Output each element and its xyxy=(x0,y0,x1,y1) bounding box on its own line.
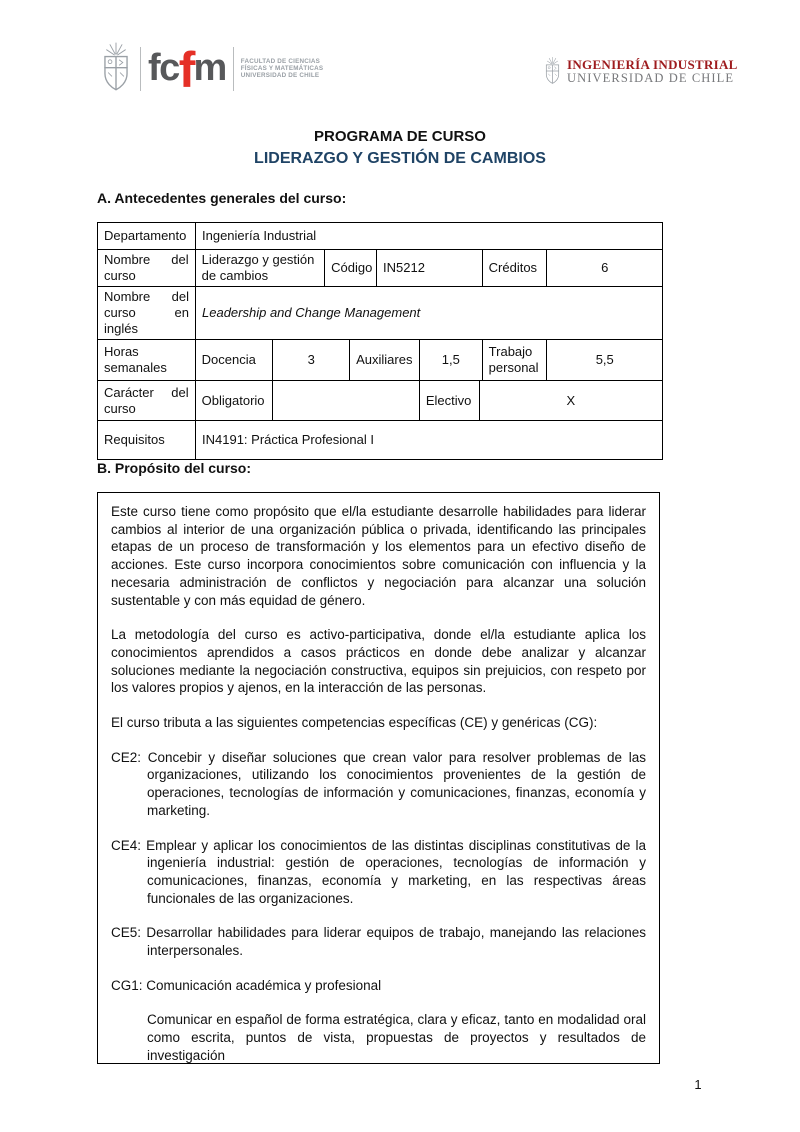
course-info-table xyxy=(97,222,663,460)
codigo-value-cell xyxy=(377,250,483,286)
trabajo-personal-value-cell xyxy=(547,340,662,380)
competency-code: CE4: xyxy=(111,837,142,853)
section-a-heading: A. Antecedentes generales del curso: xyxy=(97,190,347,206)
fcfm-letters-post: m xyxy=(193,46,226,89)
cell-text: IN5212 xyxy=(383,260,425,275)
creditos-label-cell xyxy=(483,250,548,286)
fcfm-letter-red: f xyxy=(178,41,194,98)
table-row xyxy=(98,250,662,287)
dept-logo-line2: UNIVERSIDAD DE CHILE xyxy=(567,71,735,85)
requisitos-label-cell xyxy=(98,421,196,459)
cell-text: Docencia xyxy=(201,352,256,367)
fcfm-letters-pre: fc xyxy=(148,46,179,89)
cell-text: IN4191: Práctica Profesional I xyxy=(202,432,374,447)
requisitos-value-cell xyxy=(196,421,662,459)
departamento-label-cell xyxy=(98,223,196,249)
fcfm-logo-caption xyxy=(241,58,324,79)
cell-text: Departamento xyxy=(104,228,187,243)
ingenieria-industrial-logo xyxy=(543,56,738,87)
competency-code: CE2: xyxy=(111,749,142,765)
table-row xyxy=(98,381,662,421)
dept-logo-line1: INGENIERÍA INDUSTRIAL xyxy=(567,57,738,72)
fcfm-caption-line: FÍSICAS Y MATEMÁTICAS xyxy=(240,65,324,72)
nombre-ingles-value-cell xyxy=(196,287,662,339)
auxiliares-label-cell xyxy=(350,340,420,380)
competency-text: Concebir y diseñar soluciones que crean valor para resolver problemas de las organizaciones, utilizando los conocimientos provenientes de la gestión de operaciones, tecnologías de información y comunicaciones, finanzas, economía y marketing. xyxy=(147,749,646,818)
competencies-intro-paragraph: El curso tributa a las siguientes competencias específicas (CE) y genéricas (CG): xyxy=(111,715,598,731)
cell-text: 3 xyxy=(307,352,315,367)
cell-text: 1,5 xyxy=(441,352,460,367)
table-row xyxy=(98,287,662,340)
cell-text: Nombre del curso xyxy=(104,252,189,283)
nombre-curso-value-cell xyxy=(196,250,326,286)
competency-text: Comunicación académica y profesional xyxy=(146,977,382,993)
cell-text: Requisitos xyxy=(104,432,165,447)
cell-text: Liderazgo y gestión de cambios xyxy=(201,252,315,283)
trabajo-personal-label-cell xyxy=(483,340,548,380)
caracter-label-cell xyxy=(98,381,196,420)
nombre-curso-label-cell xyxy=(98,250,196,286)
departamento-value-cell xyxy=(196,223,662,249)
section-b-heading: B. Propósito del curso: xyxy=(97,460,252,476)
competency-code: CG1: xyxy=(111,977,143,993)
fcfm-acronym xyxy=(148,41,226,98)
table-row xyxy=(98,421,662,459)
cell-text: Carácter del curso xyxy=(104,384,189,416)
cell-text: Electivo xyxy=(425,392,472,408)
cell-text: Horas semanales xyxy=(104,344,167,375)
cell-text: 6 xyxy=(601,260,609,275)
purpose-paragraph: Este curso tiene como propósito que el/la estudiante desarrolle habilidades para liderar cambios al interior de una organización pública o privada, identificando las principales etapas de un proceso de transformación y los elementos para un efectivo diseño de acciones. Este curso incorpora conocimientos sobre comunicación con influencia y la necesaria administración de conflictos y negociación para alcanzar una solución sustentable y con más equidad de género. xyxy=(111,504,646,608)
cell-text: Leadership and Change Management xyxy=(202,305,421,320)
purpose-box xyxy=(97,492,660,1064)
cell-text: Código xyxy=(331,260,373,275)
cell-text: 5,5 xyxy=(595,352,614,367)
horas-label-cell xyxy=(98,340,196,380)
obligatorio-label-cell xyxy=(196,381,274,420)
nombre-ingles-label-cell xyxy=(98,287,196,339)
table-row xyxy=(98,223,662,250)
docencia-value-cell xyxy=(273,340,350,380)
fcfm-caption-line: FACULTAD DE CIENCIAS xyxy=(240,58,321,65)
document-title: PROGRAMA DE CURSO xyxy=(314,128,486,145)
page-number: 1 xyxy=(694,1077,702,1092)
fcfm-logo xyxy=(99,41,324,98)
electivo-value-cell xyxy=(480,381,662,420)
uchile-crest-icon xyxy=(99,42,133,95)
uchile-crest-icon xyxy=(543,56,562,87)
logo-divider xyxy=(140,47,141,91)
ingenieria-industrial-logo-text xyxy=(567,58,738,85)
logo-divider xyxy=(233,47,234,91)
cell-text: Ingeniería Industrial xyxy=(202,228,317,243)
codigo-label-cell xyxy=(325,250,377,286)
auxiliares-value-cell xyxy=(420,340,483,380)
competency-text: Desarrollar habilidades para liderar equipos de trabajo, manejando las relaciones interpersonales. xyxy=(146,925,646,959)
cell-text: Créditos xyxy=(488,260,538,275)
competency-item-ce5 xyxy=(111,924,646,959)
competency-text: Emplear y aplicar los conocimientos de las distintas disciplinas constitutivas de la ingeniería industrial: gestión de operaciones, tecnologías de información y comunicaciones, finanzas, economía y marketing, en las respectivas áreas funcionales de las organizaciones. xyxy=(146,837,646,906)
competency-item-cg1 xyxy=(111,977,646,995)
table-row xyxy=(98,340,662,381)
electivo-label-cell xyxy=(420,381,480,420)
cell-text: Trabajo personal xyxy=(488,344,539,375)
cell-text: Auxiliares xyxy=(356,352,413,367)
competency-code: CE5: xyxy=(111,925,142,941)
competency-item-ce2 xyxy=(111,749,646,820)
course-title: LIDERAZGO Y GESTIÓN DE CAMBIOS xyxy=(254,150,546,167)
methodology-paragraph: La metodología del curso es activo-participativa, donde el/la estudiante aplica los conocimientos aprendidos a casos prácticos en donde debe analizar y alcanzar soluciones mediante la negociación constructiva, equipos sin prejuicios, con respeto por los valores propios y ajenos, en la interacción de las personas. xyxy=(111,627,646,696)
obligatorio-value-cell xyxy=(273,381,419,420)
cell-text: Obligatorio xyxy=(201,392,265,408)
cell-text: Nombre del curso en inglés xyxy=(104,289,189,336)
cg1-detail-paragraph: Comunicar en español de forma estratégica, clara y eficaz, tanto en modalidad oral como escrita, puntos de vista, propuestas de proyectos y resultados de investigación xyxy=(147,1012,646,1063)
creditos-value-cell xyxy=(547,250,662,286)
fcfm-caption-line: UNIVERSIDAD DE CHILE xyxy=(240,72,320,79)
competency-item-ce4 xyxy=(111,837,646,908)
docencia-label-cell xyxy=(196,340,274,380)
cell-text: X xyxy=(566,392,576,408)
